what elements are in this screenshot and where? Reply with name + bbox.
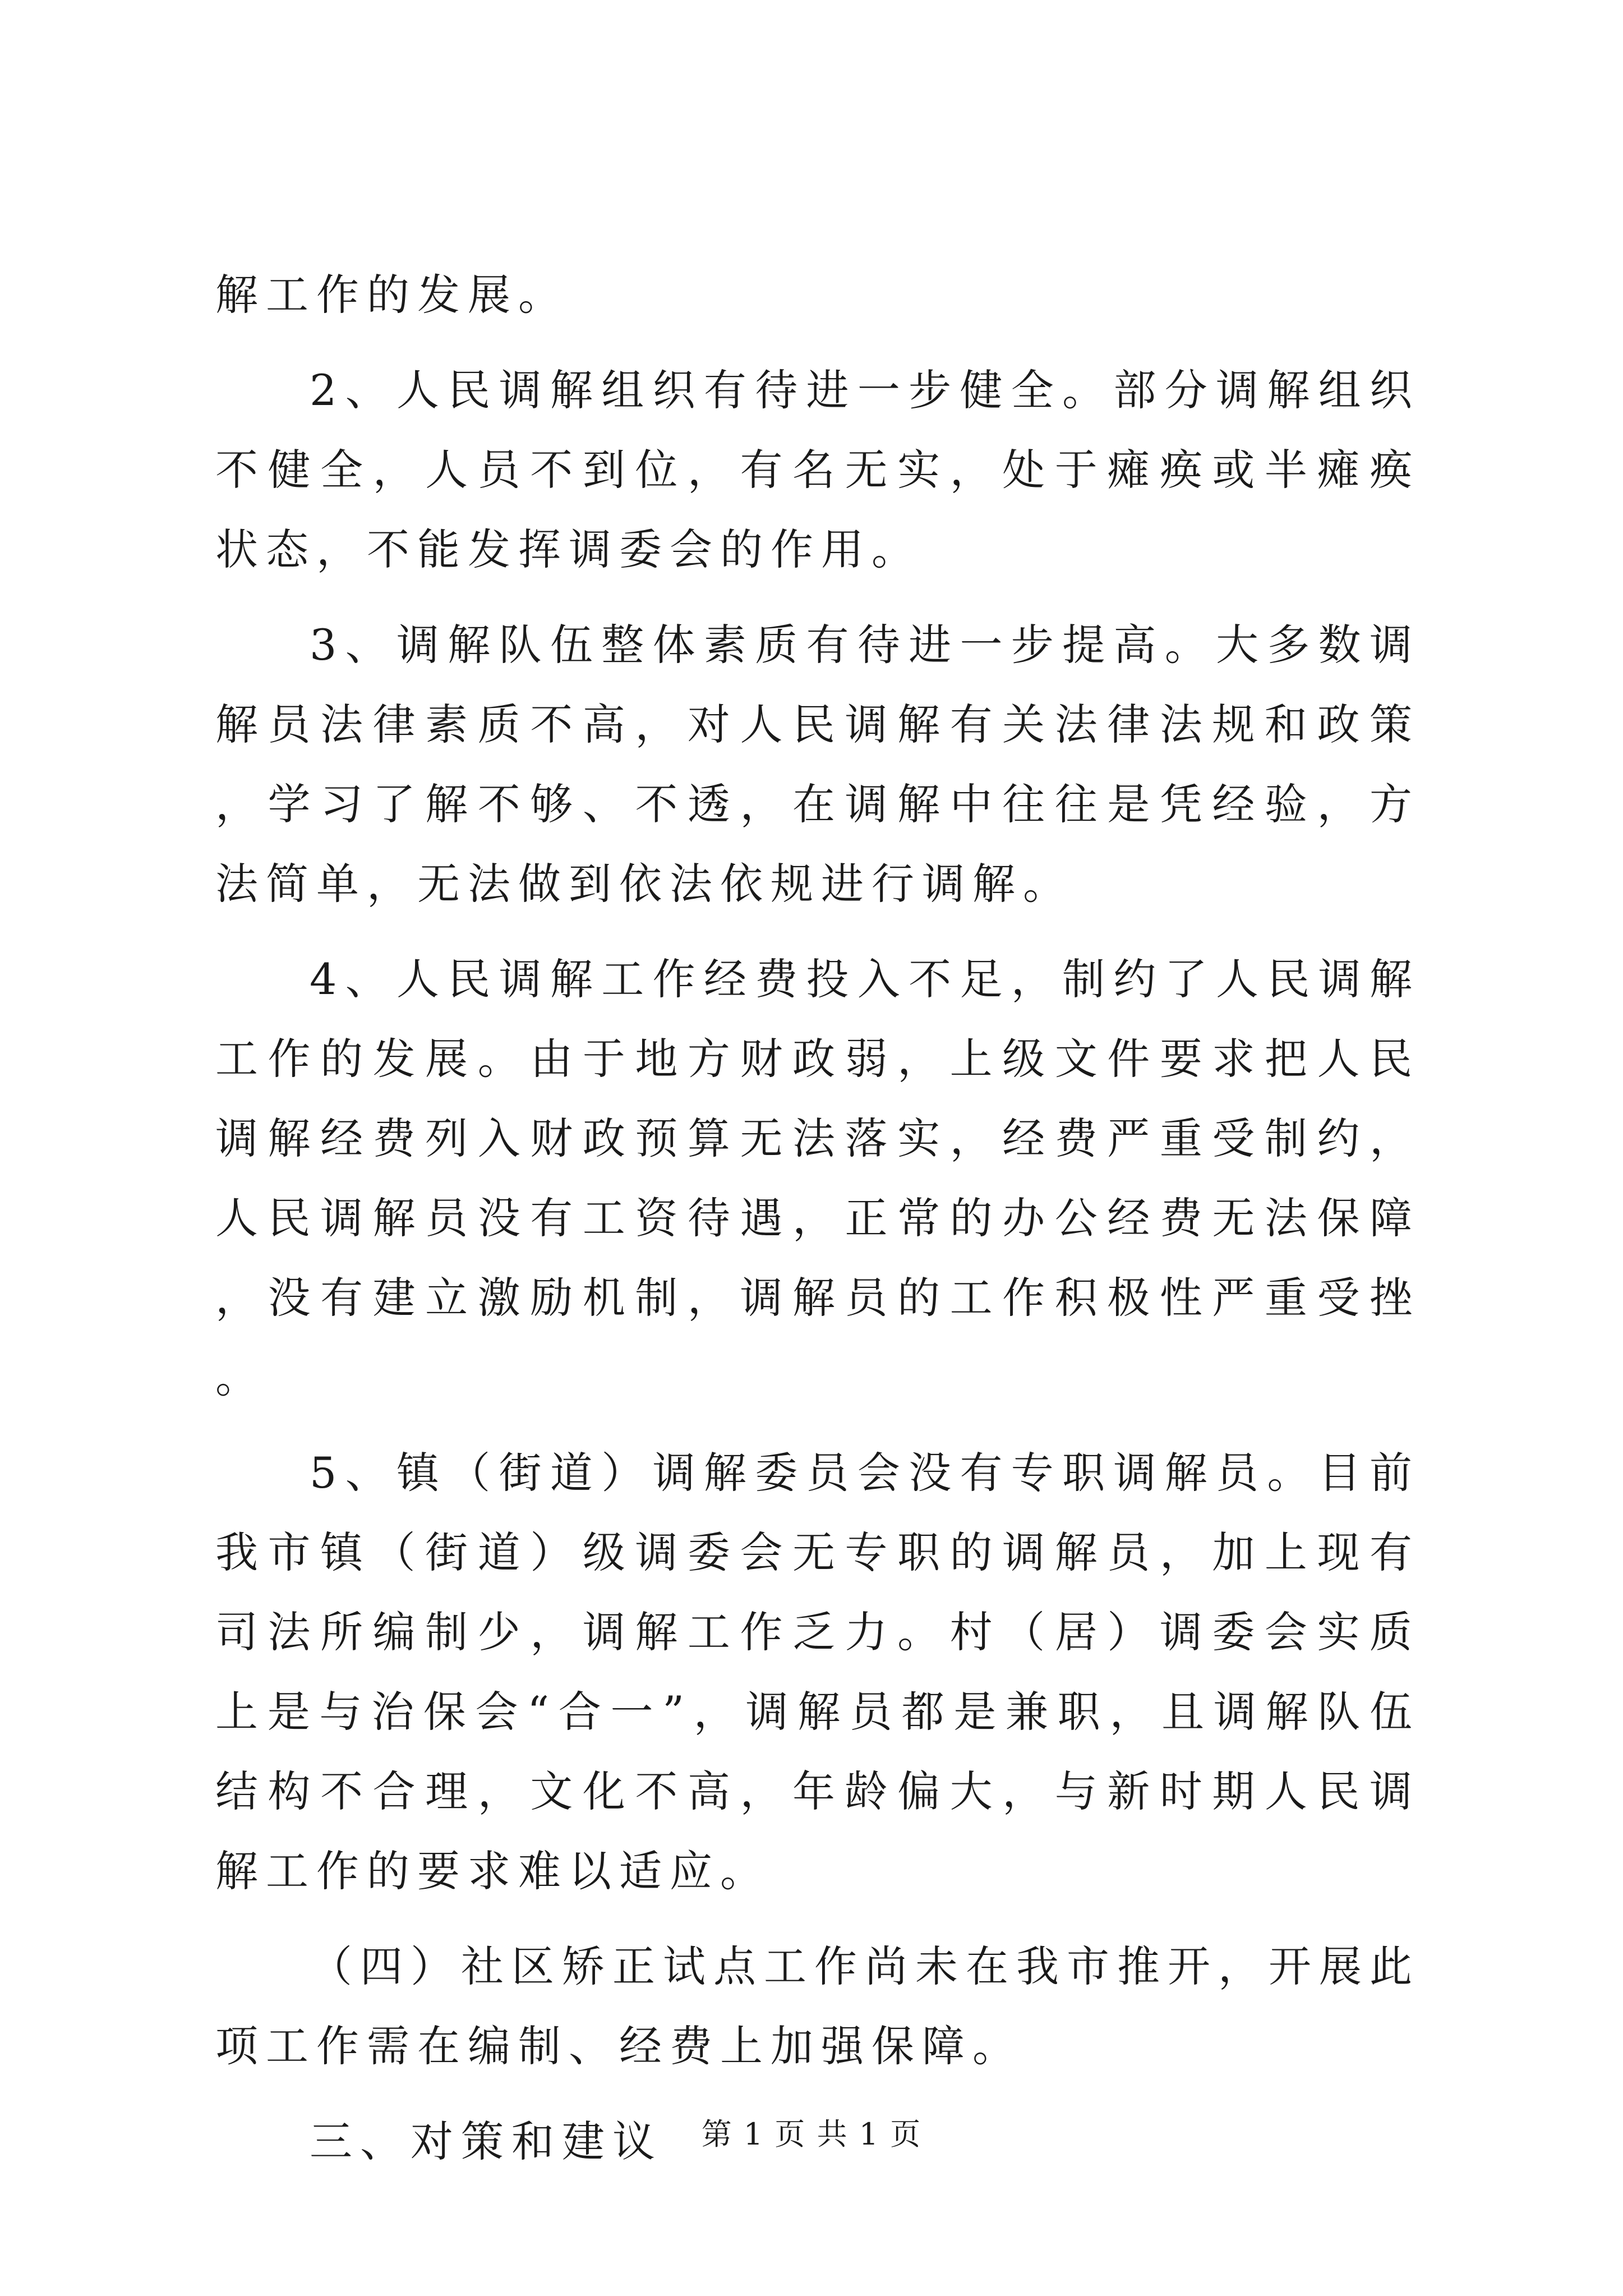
paragraph-section-4: （四）社区矫正试点工作尚未在我市推开，开展此项工作需在编制、经费上加强保障。 — [215, 1941, 1420, 2071]
page-footer: 第 1 页 共 1 页 — [701, 2116, 922, 2152]
document-body — [215, 255, 1420, 2182]
paragraph-item-3: 3、调解队伍整体素质有待进一步提高。大多数调解员法律素质不高，对人民调解有关法律法规和政策，学习了解不够、不透，在调解中往往是凭经验，方法简单，无法做到依法依规进行调解。 — [215, 620, 1420, 909]
paragraph-continuation: 解工作的发展。 — [215, 270, 569, 320]
section-heading-3: 三、对策和建议 — [310, 2116, 663, 2166]
paragraph-item-5: 5、镇（街道）调解委员会没有专职调解员。目前我市镇（街道）级调委会无专职的调解员，加上现有司法所编制少，调解工作乏力。村（居）调委会实质上是与治保会“合一”，调解员都是兼职，且调解队伍结构不合理，文化不高，年龄偏大，与新时期人民调解工作的要求难以适应。 — [215, 1448, 1420, 1896]
paragraph-item-4: 4、人民调解工作经费投入不足，制约了人民调解工作的发展。由于地方财政弱，上级文件要求把人民调解经费列入财政预算无法落实，经费严重受制约，人民调解员没有工资待遇，正常的办公经费无法保障，没有建立激励机制，调解员的工作积极性严重受挫。 — [215, 954, 1420, 1402]
paragraph-item-2: 2、人民调解组织有待进一步健全。部分调解组织不健全，人员不到位，有名无实，处于瘫痪或半瘫痪状态，不能发挥调委会的作用。 — [215, 365, 1420, 574]
